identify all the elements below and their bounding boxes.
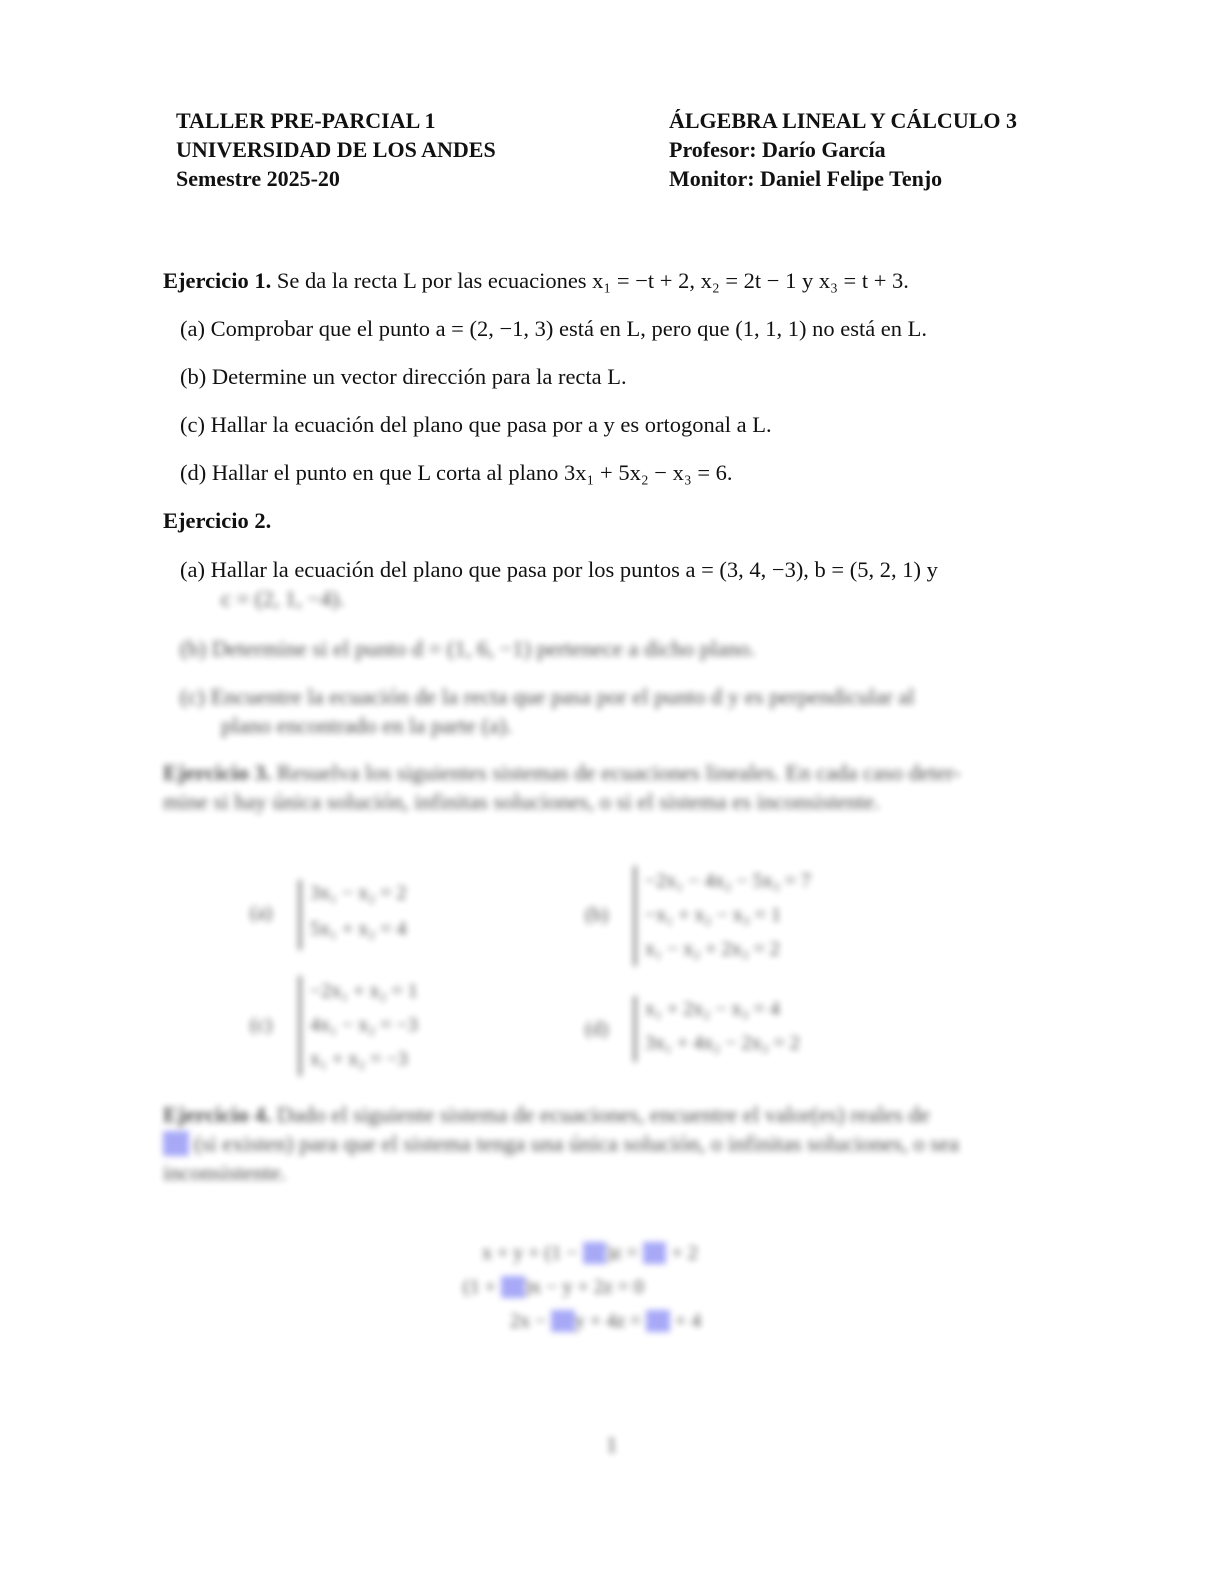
item-text: Determine si el punto d = (1, 6, −1) pertenece a dicho plano. [211, 636, 756, 661]
exercise-3-title: Ejercicio 3. [163, 760, 272, 785]
brace [298, 880, 302, 950]
ex1-item-d [180, 460, 733, 486]
exercise-3-text-cont: mine si hay única solución, infinitas soluciones, o si el sistema es inconsistente. [163, 789, 880, 814]
equation: 5x₁ + x₂ = 4 [310, 918, 407, 940]
item-text: Comprobar que el punto a = (2, −1, 3) está en L, pero que (1, 1, 1) no está en L. [210, 316, 928, 341]
eq-part: y + 4z = [574, 1310, 647, 1332]
brace [298, 976, 302, 1076]
equation: −2x₁ + x₂ = 1 [310, 980, 418, 1002]
item-label: (a) [180, 557, 205, 582]
equation-1 [482, 1242, 698, 1265]
item-label: (b) [180, 364, 207, 389]
item-text: Determine un vector dirección para la recta L. [211, 364, 627, 389]
exercise-1-title: Ejercicio 1. [163, 268, 272, 293]
eq-part: )x − y + 2z = 0 [524, 1276, 644, 1298]
ex2-item-a-cont: c = (2, 1, −4). [221, 586, 345, 611]
system-c [250, 976, 510, 1076]
system-b [585, 866, 905, 966]
exercise-2-title: Ejercicio 2. [163, 508, 272, 533]
brace [633, 866, 637, 966]
university: UNIVERSIDAD DE LOS ANDES [176, 137, 496, 162]
ex2-item-c [180, 684, 915, 710]
eq-part: + 4 [669, 1310, 702, 1332]
page-number: 1 [606, 1432, 618, 1457]
exercise-4-text-cont [163, 1131, 959, 1157]
exercise-4-text-cont2: inconsistente. [163, 1160, 287, 1185]
parameter-m: m [163, 1131, 189, 1156]
ex2-item-a [180, 557, 938, 583]
item-text: Hallar la ecuación del plano que pasa por los puntos a = (3, 4, −3), b = (5, 2, 1) y [210, 557, 938, 582]
equation: 3x₁ + 4x₂ − 2x₃ = 2 [645, 1032, 800, 1054]
exercise-4-heading [163, 1102, 930, 1128]
eq-part: x + y + (1 − [482, 1242, 583, 1264]
item-label: (d) [180, 460, 207, 485]
item-text: Hallar el punto en que L corta al plano 3x₁ + 5x₂ − x₃ = 6. [211, 460, 733, 485]
exercise-4-text: Dado el siguiente sistema de ecuaciones, encuentre el valor(es) reales de [276, 1102, 930, 1127]
item-text: Hallar la ecuación del plano que pasa por a y es ortogonal a L. [210, 412, 772, 437]
ex2-item-c-cont: plano encontrado en la parte (a). [221, 713, 513, 738]
system-label: (a) [250, 902, 273, 924]
header-right [669, 106, 1017, 193]
parameter-m: m [646, 1310, 670, 1332]
parameter-m: m [583, 1242, 607, 1264]
exercise-4-text2: (si existen) para que el sistema tenga una única solución, o infinitas soluciones, o sea [194, 1131, 959, 1156]
exercise-4-title: Ejercicio 4. [163, 1102, 272, 1127]
ex2-item-b [180, 636, 755, 662]
equation-2 [463, 1276, 644, 1299]
course-title: TALLER PRE-PARCIAL 1 [176, 108, 436, 133]
ex1-item-c [180, 412, 772, 438]
equation-3 [510, 1310, 701, 1333]
parameter-m: m [551, 1310, 575, 1332]
equation: x₁ + 2x₂ − x₃ = 4 [645, 998, 780, 1020]
monitor: Monitor: Daniel Felipe Tenjo [669, 166, 943, 191]
professor: Profesor: Darío García [669, 137, 886, 162]
system-label: (d) [585, 1018, 609, 1040]
parameter-m: m [501, 1276, 525, 1298]
exercise-1-heading [163, 268, 909, 294]
eq-part: )z = [606, 1242, 643, 1264]
equation: −2x₁ − 4x₂ − 5x₃ = 7 [645, 870, 812, 892]
system-d [585, 996, 885, 1062]
item-label: (a) [180, 316, 205, 341]
eq-part: (1 + [463, 1276, 501, 1298]
equation: x₁ + x₂ = −3 [310, 1048, 408, 1070]
item-label: (b) [180, 636, 207, 661]
system-label: (b) [585, 904, 609, 926]
item-label: (c) [180, 412, 205, 437]
ex1-item-b [180, 364, 627, 390]
ex1-item-a [180, 316, 927, 342]
eq-part: + 2 [666, 1242, 698, 1264]
semester: Semestre 2025-20 [176, 166, 340, 191]
equation: 3x₁ − x₂ = 2 [310, 882, 407, 904]
item-label: (c) [180, 684, 205, 709]
exercise-3-text: Resuelva los siguientes sistemas de ecuaciones lineales. En cada caso deter- [276, 760, 961, 785]
equation: x₁ − x₂ + 2x₃ = 2 [645, 938, 780, 960]
equation: −x₁ + x₂ − x₃ = 1 [645, 904, 782, 926]
brace [633, 996, 637, 1062]
header-left [176, 106, 496, 193]
exercise-3-heading [163, 760, 961, 786]
subject: ÁLGEBRA LINEAL Y CÁLCULO 3 [669, 108, 1017, 133]
item-text: Encuentre la ecuación de la recta que pasa por el punto d y es perpendicular al [210, 684, 915, 709]
system-label: (c) [250, 1014, 273, 1036]
system-a [250, 880, 490, 950]
parameter-m: m [643, 1242, 667, 1264]
equation: 4x₁ − x₂ = −3 [310, 1014, 418, 1036]
eq-part: 2x − [510, 1310, 552, 1332]
exercise-1-intro: Se da la recta L por las ecuaciones x₁ = −t + 2, x₂ = 2t − 1 y x₃ = t + 3. [276, 268, 909, 293]
